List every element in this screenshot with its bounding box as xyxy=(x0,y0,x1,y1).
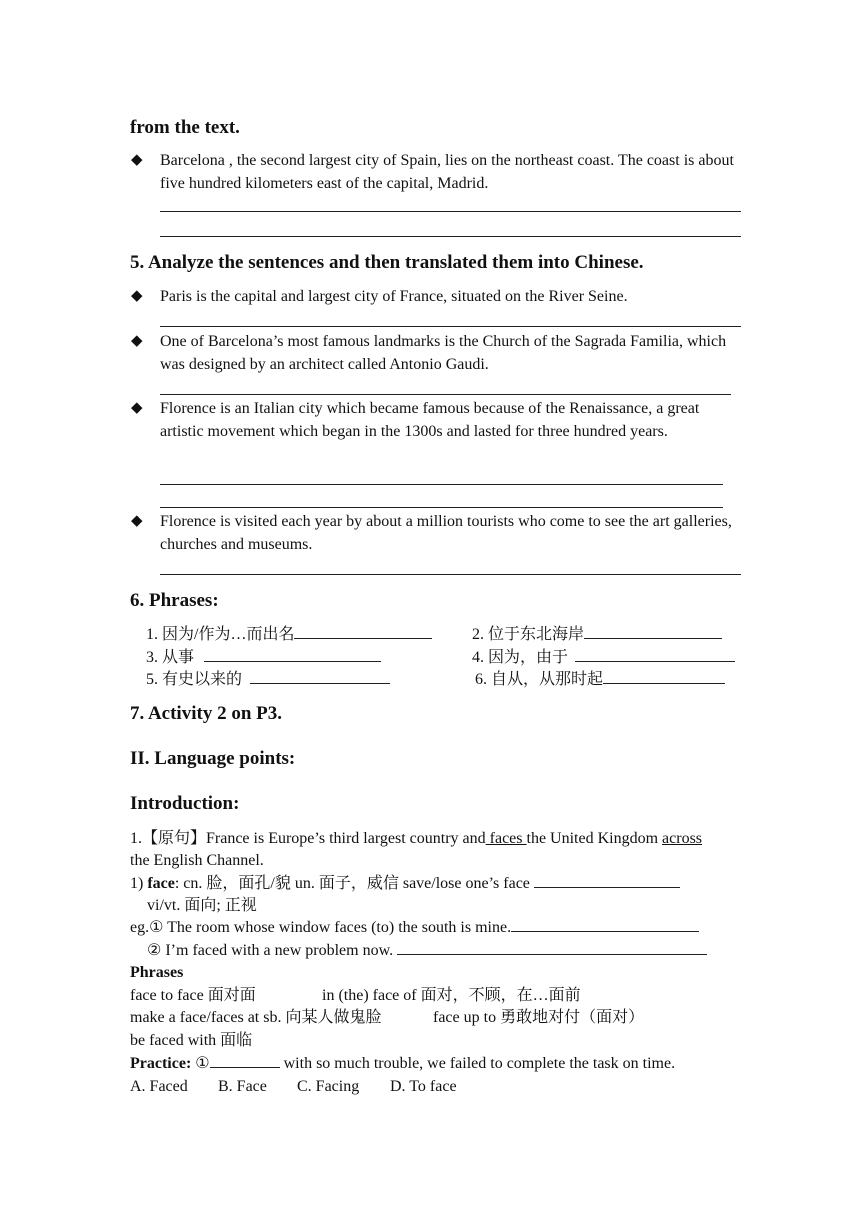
section5-sentence-4: Florence is visited each year by about a million tourists who come to see the art galleries, churches and museums. xyxy=(160,513,732,553)
phrase-blank[interactable] xyxy=(294,624,432,639)
phrase-text: 4. 因为，由于 xyxy=(472,649,569,666)
language-points-heading: II. Language points: xyxy=(130,748,296,769)
phrase-line-1a: face to face 面对面 xyxy=(130,987,256,1004)
original-sentence-line2: the English Channel. xyxy=(130,852,264,869)
diamond-bullet-icon: ◆ xyxy=(131,333,143,349)
example-blank[interactable] xyxy=(397,940,707,955)
section6-heading: 6. Phrases: xyxy=(130,590,219,611)
top-heading: from the text. xyxy=(130,117,240,138)
phrase-text: 5. 有史以来的 xyxy=(146,671,243,688)
phrase-blank[interactable] xyxy=(204,647,381,662)
answer-line[interactable] xyxy=(160,326,741,327)
answer-line[interactable] xyxy=(160,211,741,212)
diamond-bullet-icon: ◆ xyxy=(131,288,143,304)
answer-line[interactable] xyxy=(160,484,723,485)
phrase-line-1b: in (the) face of 面对，不顾，在…面前 xyxy=(322,987,581,1004)
definition-blank[interactable] xyxy=(534,873,680,888)
phrase-item-6 xyxy=(475,668,725,691)
practice-question: Practice: ① with so much trouble, we failed to complete the task on time. xyxy=(130,1055,676,1072)
phrase-text: 3. 从事 xyxy=(146,649,195,666)
phrase-item-5 xyxy=(146,668,390,691)
phrase-blank[interactable] xyxy=(603,669,725,684)
phrase-text: 1. 因为/作为…而出名 xyxy=(146,626,295,643)
phrases-label: Phrases xyxy=(130,964,184,981)
section4-sentence: Barcelona , the second largest city of Spain, lies on the northeast coast. The coast is about five hundred kilometers east of the capital, Madrid. xyxy=(160,152,734,192)
phrase-text: 6. 自从，从那时起 xyxy=(475,671,604,688)
section5-heading: 5. Analyze the sentences and then translated them into Chinese. xyxy=(130,252,644,273)
introduction-heading: Introduction: xyxy=(130,793,240,814)
phrase-blank[interactable] xyxy=(584,624,722,639)
face-verb-definition: vi/vt. 面向; 正视 xyxy=(147,897,257,914)
face-keyword: face xyxy=(147,875,175,892)
option-c[interactable]: C. Facing xyxy=(297,1078,360,1095)
answer-line[interactable] xyxy=(160,236,741,237)
diamond-bullet-icon: ◆ xyxy=(131,513,143,529)
phrase-line-2a: make a face/faces at sb. 向某人做鬼脸 xyxy=(130,1009,382,1026)
option-d[interactable]: D. To face xyxy=(390,1078,457,1095)
phrase-item-1 xyxy=(146,623,432,646)
phrase-line-2b: face up to 勇敢地对付（面对） xyxy=(433,1009,645,1026)
practice-label: Practice: xyxy=(130,1055,192,1072)
phrase-item-2 xyxy=(472,623,722,646)
example-blank[interactable] xyxy=(511,917,699,932)
phrase-blank[interactable] xyxy=(250,669,390,684)
option-b[interactable]: B. Face xyxy=(218,1078,267,1095)
phrase-blank[interactable] xyxy=(575,647,735,662)
answer-line[interactable] xyxy=(160,574,741,575)
answer-line[interactable] xyxy=(160,394,731,395)
underlined-faces: faces xyxy=(485,830,527,847)
example-1: eg.① The room whose window faces (to) the south is mine. xyxy=(130,916,699,939)
example-2: ② I’m faced with a new problem now. xyxy=(147,939,707,962)
underlined-across: across xyxy=(662,830,703,847)
practice-blank[interactable] xyxy=(210,1053,280,1068)
section5-sentence-2: One of Barcelona’s most famous landmarks is the Church of the Sagrada Familia, which was designed by an architect called Antonio Gaudi. xyxy=(160,333,727,373)
section7-heading: 7. Activity 2 on P3. xyxy=(130,703,282,724)
answer-line[interactable] xyxy=(160,507,723,508)
diamond-bullet-icon: ◆ xyxy=(131,152,143,168)
option-a[interactable]: A. Faced xyxy=(130,1078,188,1095)
diamond-bullet-icon: ◆ xyxy=(131,400,143,416)
section5-sentence-1: Paris is the capital and largest city of France, situated on the River Seine. xyxy=(160,288,628,305)
face-definition: 1) face: cn. 脸，面孔/貌 un. 面子，威信 save/lose one’s face xyxy=(130,872,680,895)
phrase-item-4 xyxy=(472,646,735,669)
phrase-item-3 xyxy=(146,646,381,669)
section5-sentence-3: Florence is an Italian city which became famous because of the Renaissance, a great artistic movement which began in the 1300s and lasted for three hundred years. xyxy=(160,400,700,440)
phrase-line-3a: be faced with 面临 xyxy=(130,1032,253,1049)
original-sentence: 1.【原句】France is Europe’s third largest country and faces the United Kingdom across xyxy=(130,830,703,847)
phrase-text: 2. 位于东北海岸 xyxy=(472,626,585,643)
